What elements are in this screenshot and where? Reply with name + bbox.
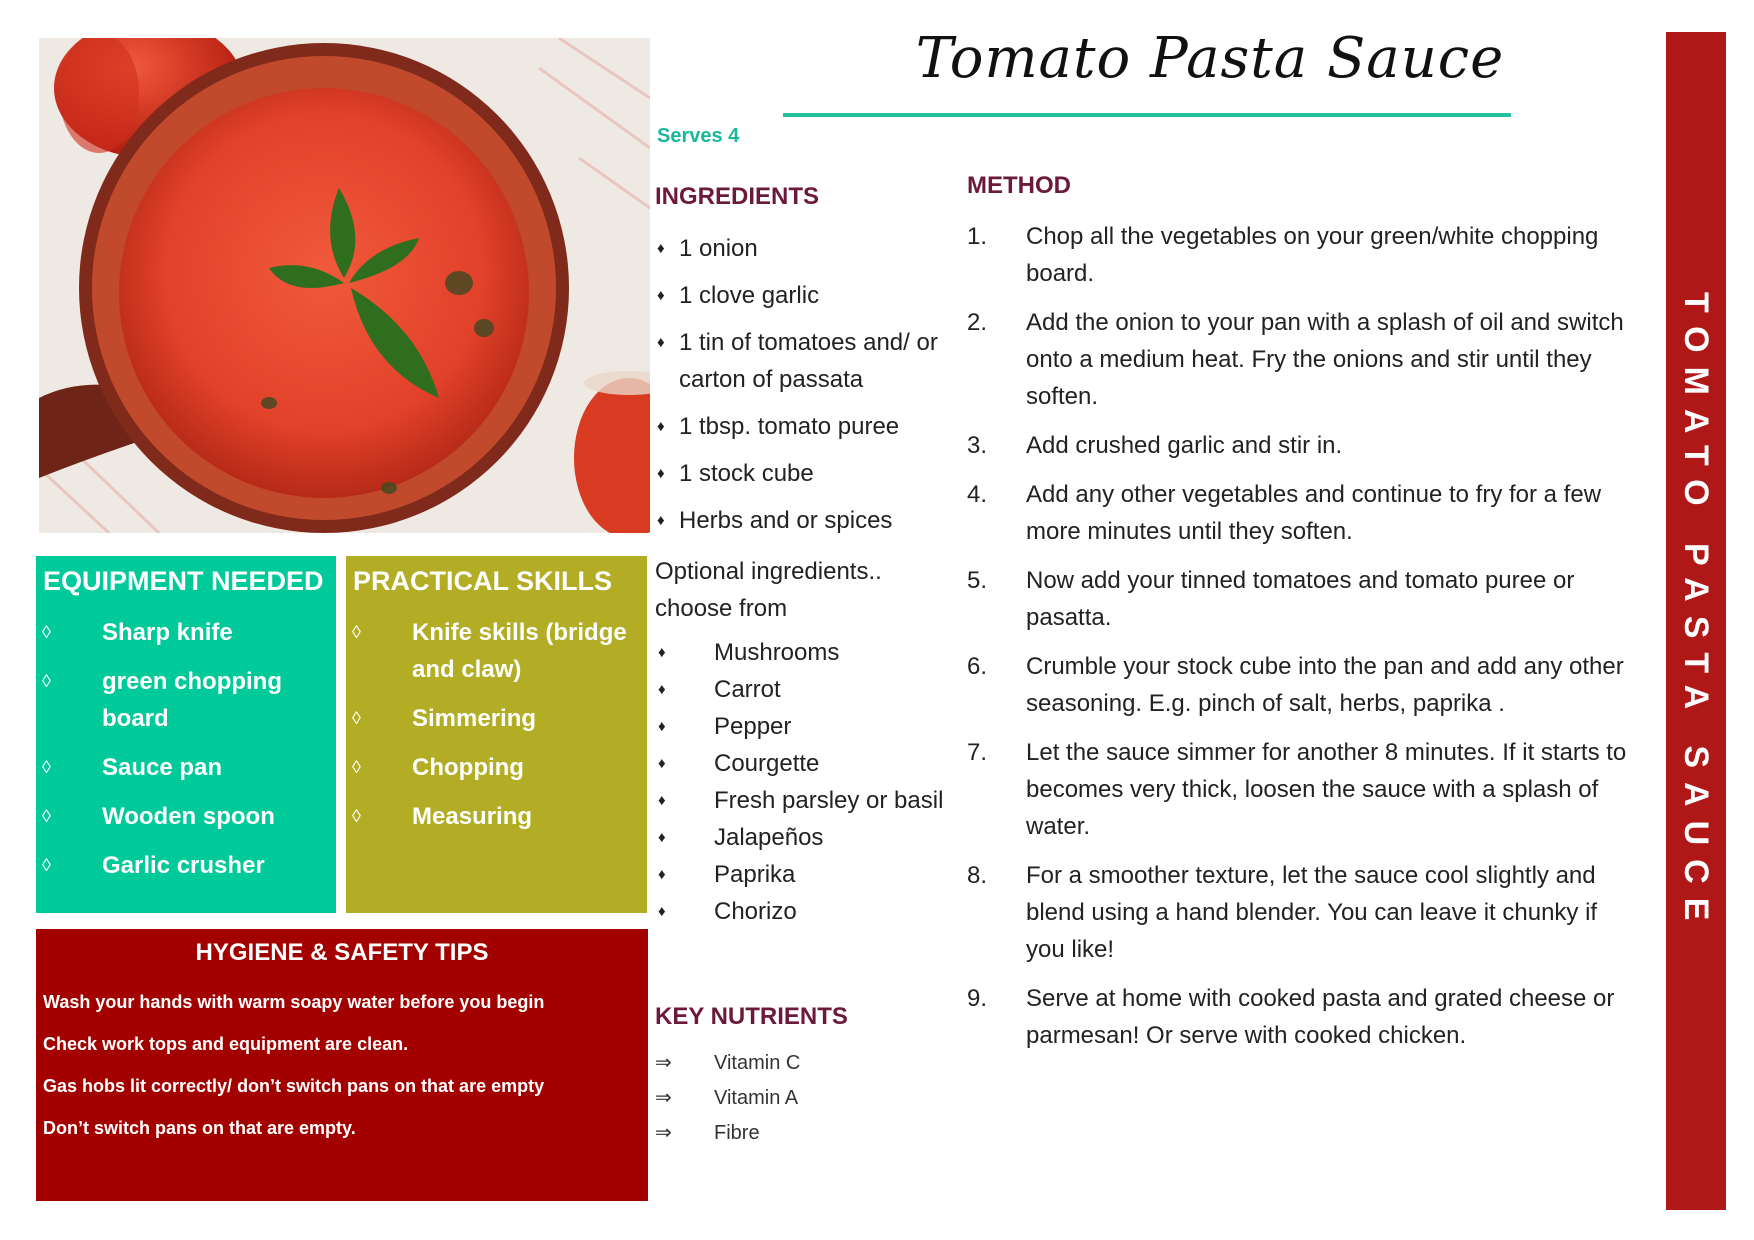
step-number: 8. (967, 862, 988, 889)
method-steps (967, 218, 1637, 1066)
method-step (967, 980, 1637, 1054)
list-item: ◊ Knife skills (bridge and claw) (346, 614, 647, 688)
method-step (967, 734, 1637, 845)
list-item: ◊ Measuring (346, 798, 647, 835)
skills-heading: PRACTICAL SKILLS (353, 566, 613, 596)
skills-list (346, 614, 647, 847)
step-number: 7. (967, 739, 988, 766)
nutrients-heading: KEY NUTRIENTS (655, 1003, 848, 1030)
step-text: Serve at home with cooked pasta and grated cheese or parmesan! Or serve with cooked chicken. (1026, 985, 1615, 1049)
list-item: ◊ Sharp knife (36, 614, 336, 651)
list-item: ♦ 1 tin of tomatoes and/ or carton of passata (655, 324, 955, 398)
hygiene-heading: HYGIENE & SAFETY TIPS (195, 939, 489, 966)
list-item: ♦ Jalapeños (655, 819, 955, 856)
list-item: ◊ green chopping board (36, 663, 336, 737)
list-item: Wash your hands with warm soapy water before you begin (43, 992, 545, 1012)
list-item: Gas hobs lit correctly/ don’t switch pans on that are empty (43, 1076, 545, 1096)
step-number: 2. (967, 309, 988, 336)
step-text: Add any other vegetables and continue to fry for a few more minutes until they soften. (1026, 481, 1602, 545)
list-item: ◊ Simmering (346, 700, 647, 737)
list-item: ♦ Pepper (655, 708, 955, 745)
method-step (967, 427, 1637, 464)
list-item: ♦ 1 tbsp. tomato puree (655, 408, 955, 445)
list-item: ♦ 1 stock cube (655, 455, 955, 492)
list-item: ♦ 1 onion (655, 230, 955, 267)
step-text: For a smoother texture, let the sauce cool slightly and blend using a hand blender. You can leave it chunky if you like! (1026, 862, 1598, 963)
method-step (967, 857, 1637, 968)
step-text: Add the onion to your pan with a splash of oil and switch onto a medium heat. Fry the onions and stir until they soften. (1026, 309, 1624, 410)
list-item: ♦ Chorizo (655, 893, 955, 930)
title-underline (783, 113, 1511, 117)
list-item: Don’t switch pans on that are empty. (43, 1118, 356, 1138)
list-item: ♦ Courgette (655, 745, 955, 782)
skills-box (346, 556, 647, 913)
list-item: ♦ Fresh parsley or basil (655, 782, 955, 819)
serves-label: Serves 4 (657, 125, 740, 147)
hygiene-list (43, 991, 544, 1159)
method-step (967, 218, 1637, 292)
list-item: ♦ 1 clove garlic (655, 277, 955, 314)
list-item: Check work tops and equipment are clean. (43, 1034, 409, 1054)
step-number: 5. (967, 567, 988, 594)
method-step (967, 562, 1637, 636)
list-item: ◊ Garlic crusher (36, 847, 336, 884)
method-step (967, 476, 1637, 550)
step-text: Now add your tinned tomatoes and tomato puree or pasatta. (1026, 567, 1575, 631)
list-item: ⇒ Fibre (655, 1116, 800, 1151)
equipment-box (36, 556, 336, 913)
optional-ingredients-list (655, 634, 955, 930)
equipment-list (36, 614, 336, 896)
banner-text: TOMATO PASTA SAUCE (1677, 292, 1715, 935)
page-title: Tomato Pasta Sauce (915, 26, 1505, 91)
step-number: 4. (967, 481, 988, 508)
step-text: Add crushed garlic and stir in. (1026, 432, 1343, 459)
method-step (967, 648, 1637, 722)
ingredients-heading: INGREDIENTS (655, 183, 820, 210)
step-number: 9. (967, 985, 988, 1012)
equipment-heading: EQUIPMENT NEEDED (43, 566, 324, 596)
step-text: Chop all the vegetables on your green/white chopping board. (1026, 223, 1599, 287)
side-banner (1666, 32, 1726, 1210)
tomato-sauce-illustration (39, 38, 650, 533)
nutrients-list (655, 1046, 800, 1151)
method-heading: METHOD (967, 172, 1071, 199)
method-step (967, 304, 1637, 415)
step-number: 3. (967, 432, 988, 459)
list-item: ◊ Sauce pan (36, 749, 336, 786)
step-text: Let the sauce simmer for another 8 minutes. If it starts to becomes very thick, loosen the sauce with a splash of water. (1026, 739, 1627, 840)
list-item: ♦ Carrot (655, 671, 955, 708)
list-item: ⇒ Vitamin A (655, 1081, 800, 1116)
list-item: ♦ Paprika (655, 856, 955, 893)
step-number: 1. (967, 223, 988, 250)
step-text: Crumble your stock cube into the pan and add any other seasoning. E.g. pinch of salt, herbs, paprika . (1026, 653, 1624, 717)
list-item: ♦ Mushrooms (655, 634, 955, 671)
recipe-photo (39, 38, 650, 533)
hygiene-box (36, 929, 648, 1201)
list-item: ♦ Herbs and or spices (655, 502, 955, 539)
ingredients-list (655, 230, 955, 549)
list-item: ◊ Chopping (346, 749, 647, 786)
list-item: ◊ Wooden spoon (36, 798, 336, 835)
list-item: ⇒ Vitamin C (655, 1046, 800, 1081)
optional-ingredients-label: Optional ingredients.. choose from (655, 558, 882, 622)
step-number: 6. (967, 653, 988, 680)
